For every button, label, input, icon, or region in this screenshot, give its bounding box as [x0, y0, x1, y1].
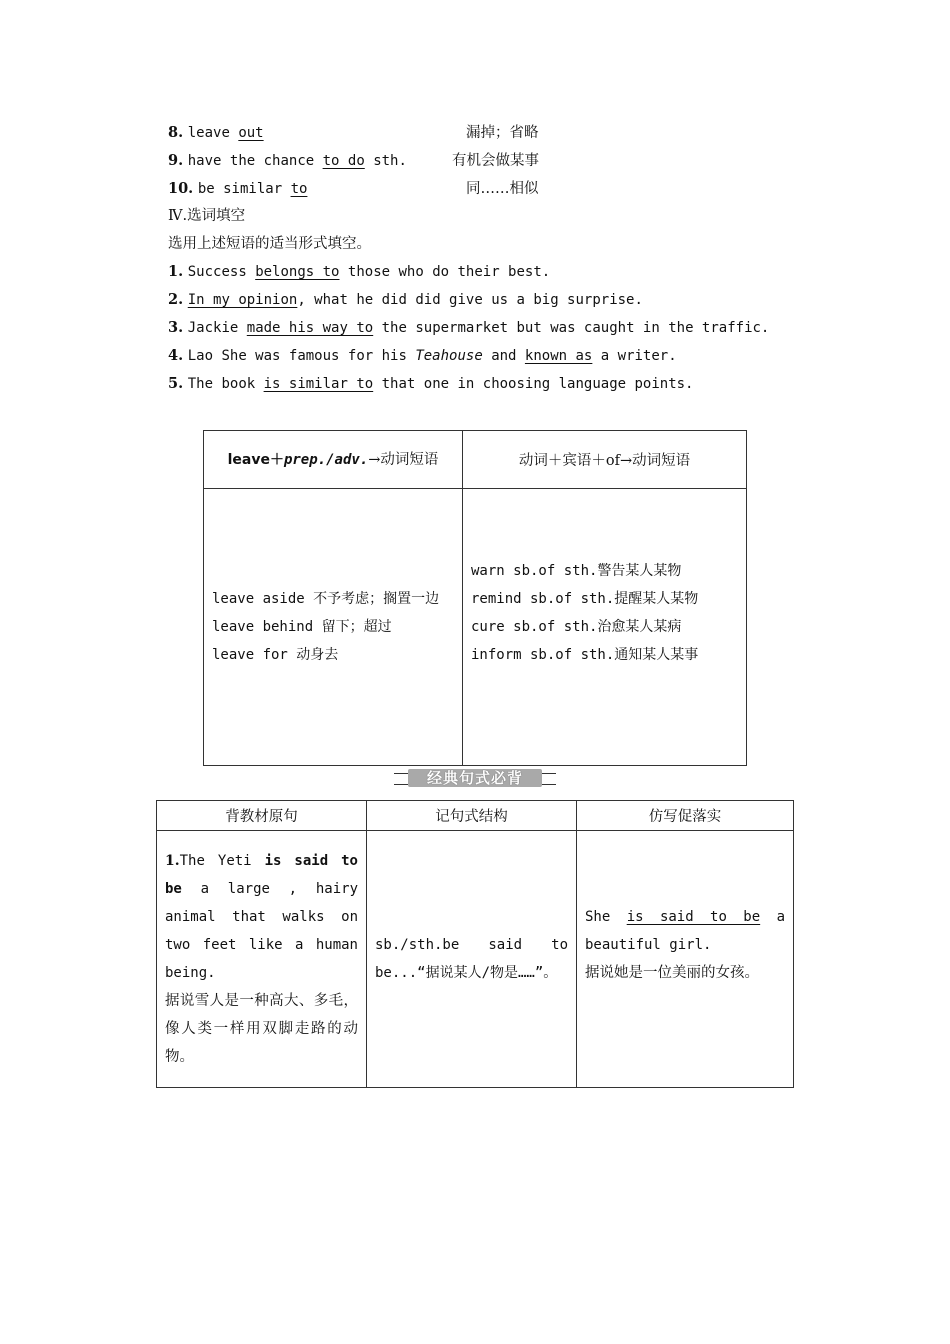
- item-number: 5.: [168, 375, 184, 392]
- item-number: 1.: [168, 263, 184, 280]
- item-number: 2.: [168, 291, 184, 308]
- sentence-text: The Yeti: [179, 853, 265, 869]
- phrase-item: leave behind 留下；超过: [212, 619, 392, 635]
- sentence-text: The book: [187, 376, 264, 392]
- sentence-1: [168, 258, 550, 286]
- original-sentence: [165, 847, 358, 987]
- item-number: 4.: [168, 347, 184, 364]
- sentence-3: [168, 314, 769, 342]
- structure-cell: [367, 831, 577, 1088]
- item-number: 8.: [168, 124, 184, 141]
- answer-blank: made his way to: [246, 320, 374, 336]
- phrase-item: cure sb.of sth.治愈某人某病: [471, 619, 682, 635]
- sentence-structure: sb./sth.be said to be...“据说某人/物是……”。: [375, 937, 568, 981]
- sentence-text: Jackie: [187, 320, 247, 336]
- original-sentence-cell: [157, 831, 367, 1088]
- item-number: 9.: [168, 152, 184, 169]
- imitation-translation: 据说她是一位美丽的女孩。: [585, 965, 759, 981]
- sentence-text: that one in choosing language points.: [373, 376, 694, 392]
- banner-title: 经典句式必背: [426, 769, 523, 787]
- original-sentence-translation: 据说雪人是一种高大、多毛，像人类一样用双脚走路的动物。: [165, 993, 358, 1065]
- phrase-table-header-left: [204, 431, 463, 489]
- vocab-meaning-10: 同……相似: [466, 181, 539, 197]
- vocab-meaning-9: 有机会做某事: [452, 153, 539, 169]
- sentence-text: Lao She was famous for his: [187, 348, 416, 364]
- imitation-cell: [577, 831, 794, 1088]
- answer-blank: to: [290, 181, 308, 197]
- phrase-text: leave: [187, 125, 239, 141]
- header-sentence-structure: 记句式结构: [367, 801, 577, 831]
- answer-blank: is similar to: [263, 376, 374, 392]
- section-instruction: 选用上述短语的适当形式填空。: [168, 236, 371, 252]
- phrase-item: remind sb.of sth.提醒某人某物: [471, 591, 699, 607]
- item-number: 3.: [168, 319, 184, 336]
- answer-blank: belongs to: [255, 264, 340, 280]
- sentence-text: Success: [187, 264, 256, 280]
- sentence-pattern-table: [156, 800, 794, 1088]
- answer-blank: known as: [524, 348, 593, 364]
- answer-blank: to do: [322, 153, 365, 169]
- sentence-text: a large , hairy animal that walks on two feet like a human being.: [165, 881, 358, 981]
- answer-blank: is said to be: [626, 909, 761, 925]
- sentence-text: a beautiful girl.: [585, 909, 785, 953]
- phrase-table-header-right: 动词＋宾语＋of→动词短语: [463, 431, 747, 489]
- section-banner: [394, 766, 556, 790]
- section-title: Ⅳ.选词填空: [168, 208, 246, 224]
- vocab-item-9: [168, 147, 407, 175]
- phrase-item: warn sb.of sth.警告某人某物: [471, 563, 682, 579]
- phrase-text: be similar: [197, 181, 291, 197]
- header-text: leave＋: [227, 451, 284, 468]
- item-number: 10.: [168, 180, 194, 197]
- sentence-text: a writer.: [592, 348, 677, 364]
- book-title: Teahouse: [415, 348, 483, 364]
- sentence-2: [168, 286, 643, 314]
- header-text-italic: prep./adv.: [283, 451, 369, 468]
- sentence-text: , what he did did give us a big surprise.: [297, 292, 643, 308]
- phrase-table-left-cell: [204, 489, 463, 766]
- phrase-item: leave for 动身去: [212, 647, 339, 663]
- sentence-text: those who do their best.: [339, 264, 551, 280]
- sentence-text: the supermarket but was caught in the traffic.: [373, 320, 770, 336]
- sentence-text: and: [482, 348, 525, 364]
- phrase-item: inform sb.of sth.通知某人某事: [471, 647, 699, 663]
- vocab-meaning-8: 漏掉；省略: [466, 125, 539, 141]
- phrase-item: leave aside 不予考虑；搁置一边: [212, 591, 440, 607]
- item-number: 1.: [165, 853, 180, 869]
- phrase-text: have the chance: [187, 153, 323, 169]
- header-original-sentence: 背教材原句: [157, 801, 367, 831]
- vocab-item-10: [168, 175, 307, 203]
- key-structure: is said to be: [165, 853, 358, 897]
- answer-blank: In my opinion: [187, 292, 298, 308]
- phrase-table: [203, 430, 747, 766]
- header-text: →动词短语: [368, 451, 439, 468]
- sentence-4: [168, 342, 677, 370]
- phrase-table-right-cell: [463, 489, 747, 766]
- phrase-text: sth.: [364, 153, 407, 169]
- header-imitation: 仿写促落实: [577, 801, 794, 831]
- vocab-item-8: [168, 119, 264, 147]
- sentence-5: [168, 370, 693, 398]
- sentence-text: She: [585, 909, 627, 925]
- imitation-sentence: [585, 903, 785, 959]
- answer-blank: out: [238, 125, 264, 141]
